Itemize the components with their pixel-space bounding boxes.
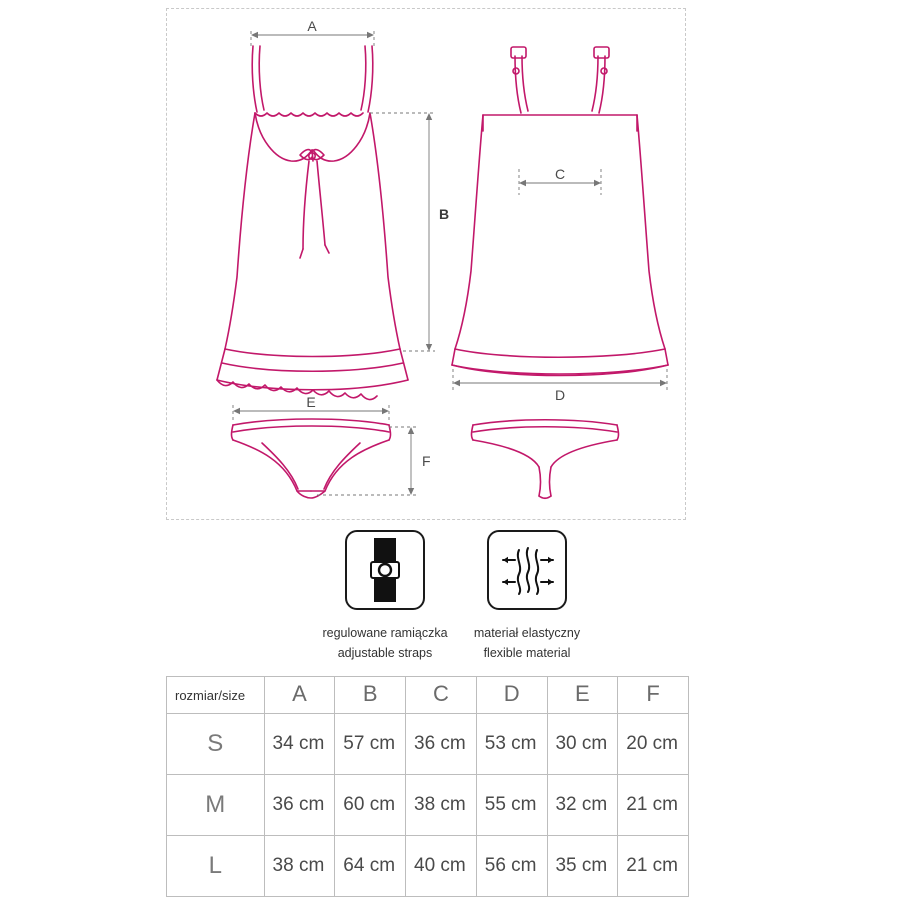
feature-caption-pl: materiał elastyczny [473,626,581,640]
row-size-label: M [167,775,265,836]
cell-m-e: 32 cm [547,775,618,836]
feature-adjustable-straps [320,530,450,666]
feature-icons [320,530,600,670]
cell-m-a: 36 cm [264,775,335,836]
cell-s-b: 57 cm [335,714,406,775]
dim-label-A: A [307,18,317,34]
table-col-e: E [547,677,618,714]
feature-caption-pl: regulowane ramiączka [322,626,448,640]
table-corner-label: rozmiar/size [167,677,265,714]
dim-label-E: E [306,394,316,410]
cell-l-e: 35 cm [547,836,618,897]
cell-l-d: 56 cm [476,836,547,897]
garment-illustration-panel [166,8,686,520]
table-row [167,714,689,775]
feature-caption-en: flexible material [483,645,571,660]
cell-l-b: 64 cm [335,836,406,897]
dim-label-D: D [554,387,566,403]
table-row [167,775,689,836]
dim-label-C: C [554,166,566,182]
cell-l-c: 40 cm [406,836,477,897]
dim-label-F: F [422,453,431,469]
dim-label-B: B [439,206,450,222]
table-col-f: F [618,677,689,714]
cell-s-e: 30 cm [547,714,618,775]
feature-caption-en: adjustable straps [337,645,433,660]
cell-l-f: 21 cm [618,836,689,897]
row-size-label: S [167,714,265,775]
cell-s-c: 36 cm [406,714,477,775]
garment-illustration-svg [167,9,687,521]
feature-flexible-material [462,530,592,666]
cell-s-d: 53 cm [476,714,547,775]
table-col-a: A [264,677,335,714]
cell-m-f: 21 cm [618,775,689,836]
table-row [167,836,689,897]
cell-m-d: 55 cm [476,775,547,836]
cell-l-a: 38 cm [264,836,335,897]
cell-m-c: 38 cm [406,775,477,836]
row-size-label: L [167,836,265,897]
cell-s-f: 20 cm [618,714,689,775]
cell-s-a: 34 cm [264,714,335,775]
flexible-material-icon [487,530,567,610]
adjustable-straps-icon [345,530,425,610]
table-header-row [167,677,689,714]
table-col-d: D [476,677,547,714]
size-table [166,676,689,897]
table-col-b: B [335,677,406,714]
cell-m-b: 60 cm [335,775,406,836]
table-col-c: C [406,677,477,714]
